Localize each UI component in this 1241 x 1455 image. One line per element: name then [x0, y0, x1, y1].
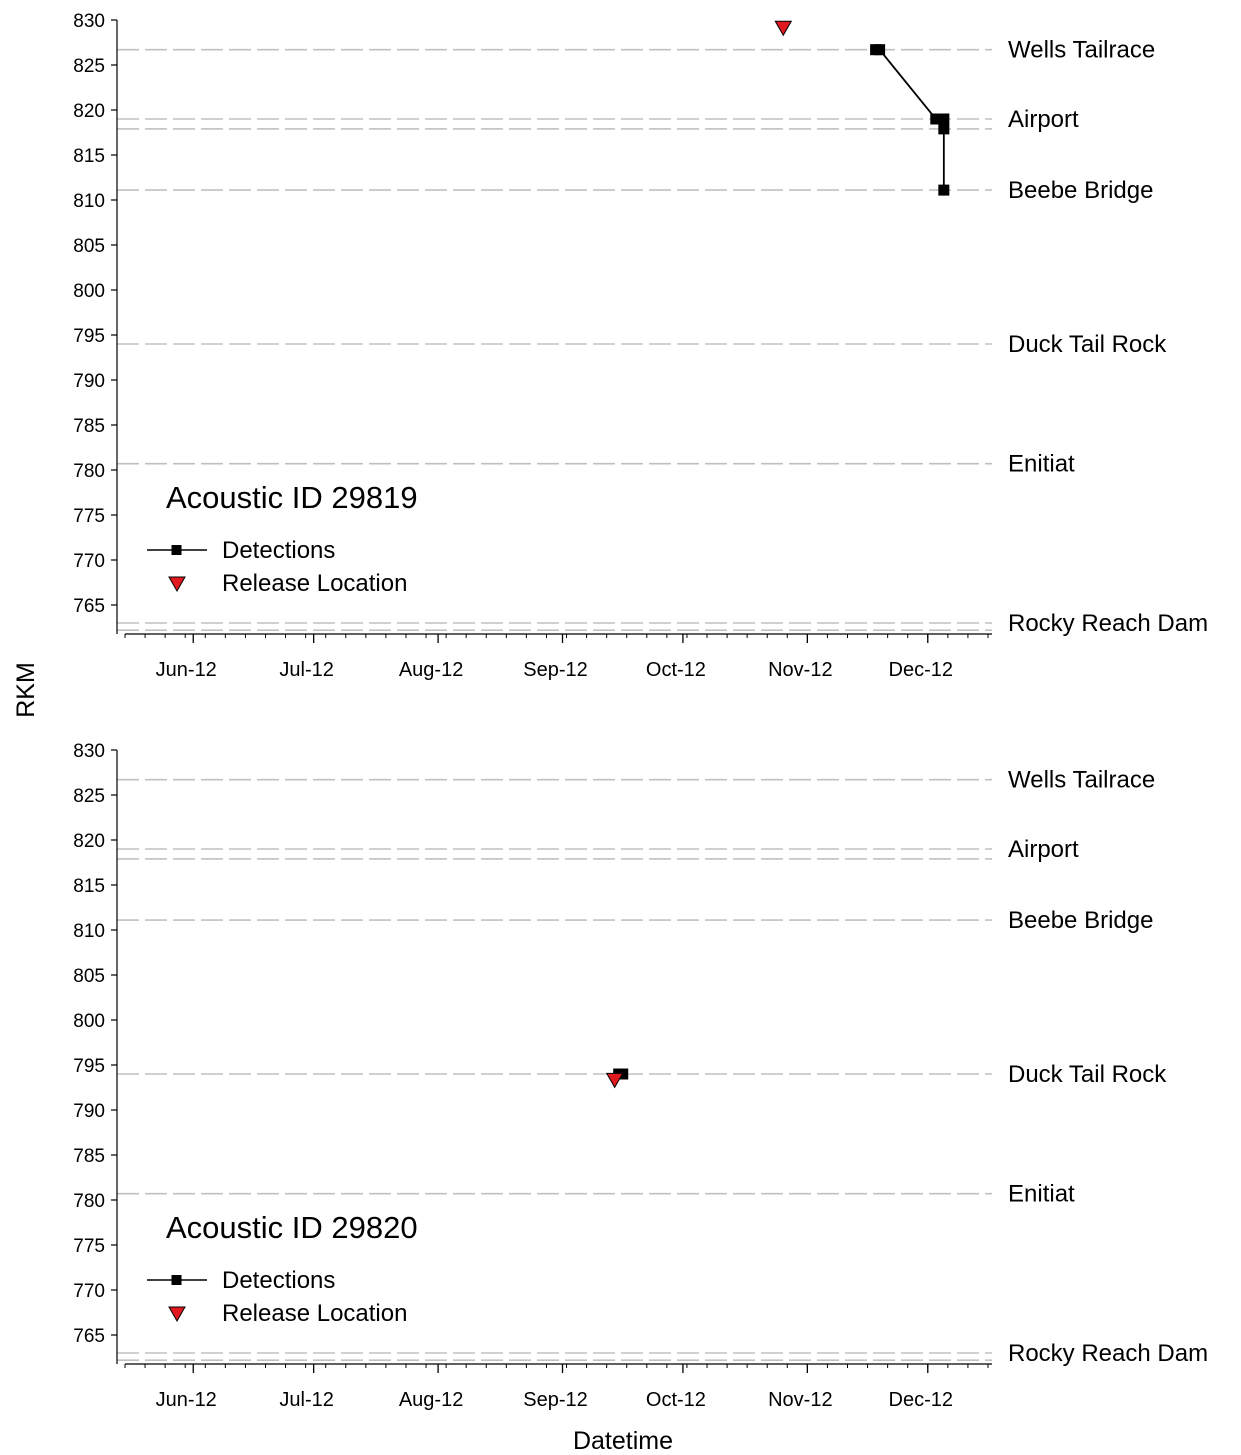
x-tick-label: Oct-12	[645, 1389, 706, 1411]
x-tick-label: Jun-12	[155, 659, 217, 681]
y-tick-label: 805	[73, 236, 105, 257]
y-tick-label: 770	[73, 551, 105, 572]
y-tick-label: 795	[73, 1056, 105, 1077]
y-tick-label: 780	[73, 461, 105, 482]
reference-line-label: Airport	[1008, 836, 1079, 863]
x-tick-label: Nov-12	[768, 659, 833, 681]
y-tick-label: 765	[73, 1326, 105, 1347]
x-tick-label: Jul-12	[279, 659, 334, 681]
x-tick-label: Sep-12	[523, 659, 588, 681]
x-tick-label: Nov-12	[768, 1389, 833, 1411]
release-marker	[775, 21, 791, 35]
y-tick-label: 785	[73, 1146, 105, 1167]
reference-line-label: Enitiat	[1008, 1180, 1075, 1208]
legend-release-label: Release Location	[222, 570, 408, 597]
chart-panel-1	[73, 11, 1208, 681]
chart-panels	[73, 11, 1208, 1411]
x-tick-label: Aug-12	[398, 659, 464, 681]
reference-line-label: Rocky Reach Dam	[1008, 610, 1209, 637]
x-axis-label: Datetime	[572, 1427, 674, 1455]
y-tick-label: 775	[73, 506, 105, 527]
reference-line-label: Duck Tail Rock	[1008, 331, 1167, 358]
reference-line-label: Airport	[1008, 106, 1079, 133]
y-tick-label: 785	[73, 416, 105, 437]
y-tick-label: 765	[73, 596, 105, 617]
x-tick-label: Aug-12	[398, 1389, 464, 1411]
y-tick-label: 815	[73, 876, 105, 897]
legend-detections-marker	[172, 545, 182, 555]
x-tick-label: Dec-12	[888, 1389, 954, 1411]
detection-point	[938, 185, 949, 196]
reference-line-label: Beebe Bridge	[1008, 177, 1154, 205]
detection-point	[874, 44, 885, 55]
release-marker	[607, 1073, 623, 1087]
reference-line-label: Wells Tailrace	[1008, 36, 1156, 64]
chart-title: Acoustic ID 29819	[166, 480, 418, 515]
y-tick-label: 795	[73, 326, 105, 347]
y-tick-label: 775	[73, 1236, 105, 1257]
reference-line-label: Duck Tail Rock	[1008, 1061, 1167, 1088]
y-tick-label: 780	[73, 1191, 105, 1212]
y-tick-label: 790	[73, 371, 105, 392]
y-tick-label: 790	[73, 1101, 105, 1122]
chart-panel-2	[73, 741, 1208, 1411]
y-tick-label: 830	[73, 11, 105, 32]
y-tick-label: 820	[73, 831, 105, 852]
legend-detections-label: Detections	[222, 537, 336, 564]
y-tick-label: 770	[73, 1281, 105, 1302]
legend-detections-label: Detections	[222, 1267, 336, 1294]
detection-point	[938, 123, 949, 134]
y-tick-label: 800	[73, 281, 105, 302]
legend-detections-marker	[172, 1275, 182, 1285]
reference-line-label: Enitiat	[1008, 450, 1075, 478]
reference-line-label: Wells Tailrace	[1008, 766, 1156, 794]
legend-release-marker	[169, 1307, 185, 1321]
detection-point	[938, 114, 949, 125]
chart-title: Acoustic ID 29820	[166, 1210, 418, 1245]
legend-release-label: Release Location	[222, 1300, 408, 1327]
y-tick-label: 825	[73, 786, 105, 807]
y-axis-label: RKM	[12, 662, 40, 718]
x-tick-label: Sep-12	[523, 1389, 588, 1411]
y-tick-label: 820	[73, 101, 105, 122]
reference-line-label: Beebe Bridge	[1008, 907, 1154, 935]
reference-line-label: Rocky Reach Dam	[1008, 1340, 1209, 1367]
y-tick-label: 810	[73, 191, 105, 212]
y-tick-label: 830	[73, 741, 105, 762]
legend-release-marker	[169, 577, 185, 591]
y-tick-label: 810	[73, 921, 105, 942]
y-tick-label: 800	[73, 1011, 105, 1032]
x-tick-label: Dec-12	[888, 659, 954, 681]
x-tick-label: Oct-12	[645, 659, 706, 681]
y-tick-label: 805	[73, 966, 105, 987]
y-tick-label: 825	[73, 56, 105, 77]
x-tick-label: Jun-12	[155, 1389, 217, 1411]
x-tick-label: Jul-12	[279, 1389, 334, 1411]
y-tick-label: 815	[73, 146, 105, 167]
